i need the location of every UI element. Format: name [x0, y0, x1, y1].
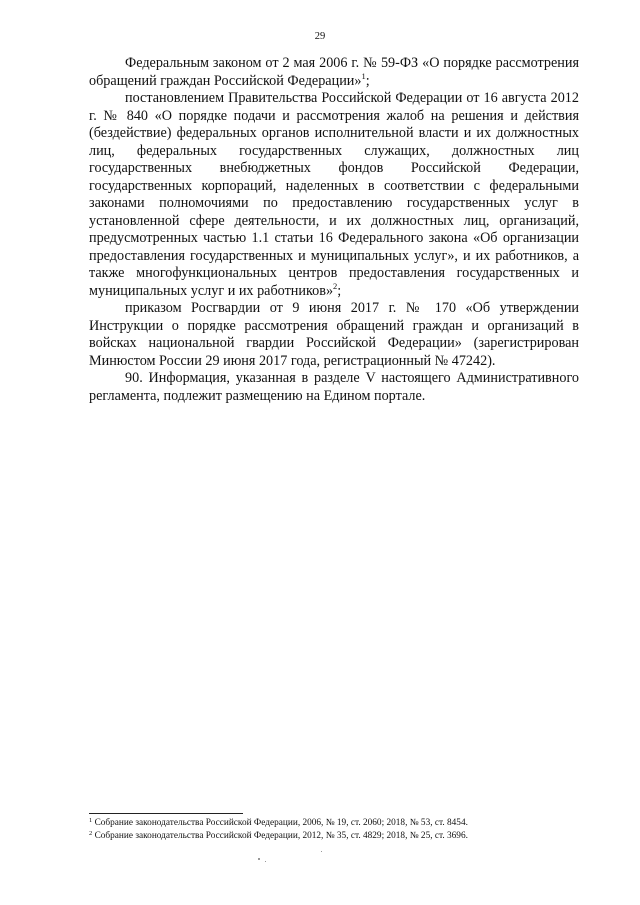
paragraph-federal-law	[89, 55, 579, 90]
footnote-reference: 2	[333, 280, 338, 291]
footnote-text: Собрание законодательства Российской Федерации, 2006, № 19, ст. 2060; 2018, № 53, ст. 8454.	[94, 818, 468, 828]
footnote-reference: 1	[361, 70, 366, 81]
paragraph-text: приказом Росгвардии от 9 июня 2017 г. № 170 «Об утверждении Инструкции о порядке рассмотрения обращений граждан и организаций в войсках национальной гвардии Российской Федерации» (зарегистрирован Минюстом России 29 июня 2017 года, регистрационный № 47242).	[89, 300, 579, 369]
scan-speck	[258, 858, 260, 860]
footnote-mark: 1	[89, 817, 93, 824]
footnote-text: Собрание законодательства Российской Федерации, 2012, № 35, ст. 4829; 2018, № 25, ст. 3696.	[94, 830, 468, 841]
scan-speck	[265, 861, 266, 862]
footnote-mark: 2	[89, 829, 93, 837]
paragraph-text: постановлением Правительства Российской Федерации от 16 августа 2012 г. № 840 «О порядке подачи и рассмотрения жалоб на решения и действия (бездействие) федеральных органов исполнительной власти и их должностных лиц, федеральных государственных служащих, должностных лиц государственных внебюджетных фондов Российской Федерации, государственных корпораций, наделенных в соответствии с федеральными законами полномочиями по предоставлению государственных услуг в установленной сфере деятельности, и их должностных лиц, организаций, предусмотренных частью 1.1 статьи 16 Федерального закона «Об организации предоставления государственных и муниципальных услуг», и их работников, а также многофункциональных центров предоставления государственных и муниципальных услуг и их работников»	[89, 90, 579, 299]
paragraph-tail: ;	[365, 72, 370, 89]
footnote-1	[89, 817, 579, 830]
paragraph-text: Федеральным законом от 2 мая 2006 г. № 59-ФЗ «О порядке рассмотрения обращений граждан Российской Федерации»	[89, 55, 579, 89]
paragraph-tail: ;	[337, 282, 342, 299]
scan-speck	[321, 851, 322, 852]
footnotes	[89, 817, 579, 842]
paragraph-government-decree	[89, 90, 579, 300]
paragraph-item-90	[89, 370, 579, 405]
paragraph-text: 90. Информация, указанная в разделе V настоящего Административного регламента, подлежит размещению на Едином портале.	[89, 370, 579, 404]
paragraph-rosgvardia-order	[89, 300, 579, 370]
footnote-2	[89, 830, 579, 843]
body-text	[89, 55, 579, 405]
footnote-separator	[89, 813, 243, 814]
page-number: 29	[314, 31, 326, 42]
